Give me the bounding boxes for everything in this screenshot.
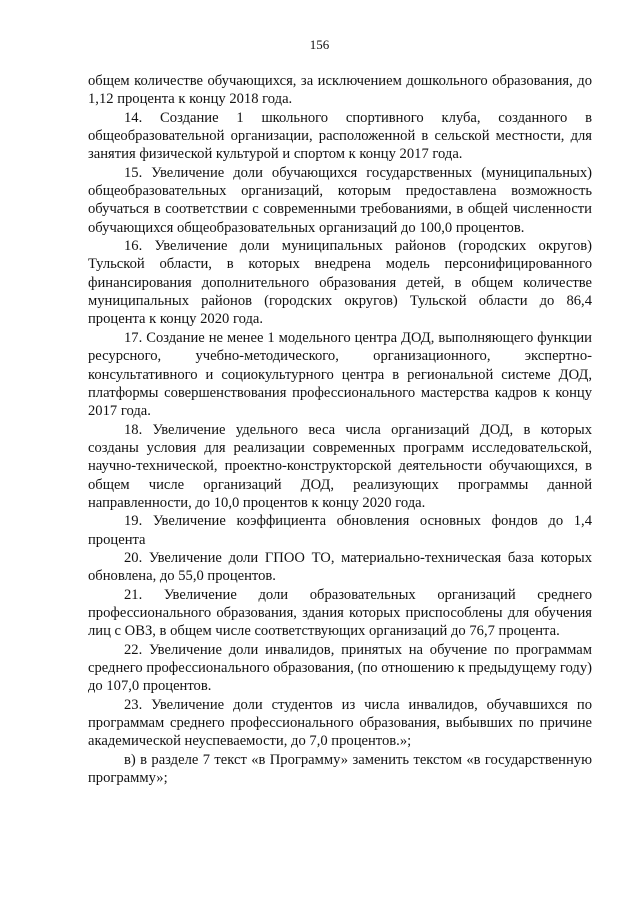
- document-body: [88, 72, 592, 787]
- paragraph-item-15: 15. Увеличение доли обучающихся государственных (муниципальных) общеобразовательных организаций, которым предоставлена возможность обучаться в соответствии с современными требованиями, в общей численности обучающихся общеобразовательных организаций до 100,0 процентов.: [88, 164, 592, 236]
- paragraph-item-18: 18. Увеличение удельного веса числа организаций ДОД, в которых созданы условия для реализации современных программ исследовательской, научно-технической, проектно-конструкторской деятельности обучающихся, в общем числе организаций ДОД, реализующих программы данной направленности, до 10,0 процентов к концу 2020 года.: [88, 421, 592, 511]
- paragraph-item-20: 20. Увеличение доли ГПОО ТО, материально-техническая база которых обновлена, до 55,0 процентов.: [88, 549, 592, 585]
- paragraph-item-21: 21. Увеличение доли образовательных организаций среднего профессионального образования, здания которых приспособлены для обучения лиц с ОВЗ, в общем числе соответствующих организаций до 76,7 процента.: [88, 586, 592, 640]
- paragraph-item-17: 17. Создание не менее 1 модельного центра ДОД, выполняющего функции ресурсного, учебно-методического, организационного, экспертно-консультативного и социокультурного центра в региональной системе ДОД, платформы совершенствования профессионального мастерства кадров к концу 2017 года.: [88, 329, 592, 420]
- paragraph-item-14: 14. Создание 1 школьного спортивного клуба, созданного в общеобразовательной организации, расположенной в сельской местности, для занятия физической культурой и спортом к концу 2017 года.: [88, 109, 592, 163]
- paragraph-item-19: 19. Увеличение коэффициента обновления основных фондов до 1,4 процента: [88, 513, 592, 548]
- paragraph-item-22: 22. Увеличение доли инвалидов, принятых на обучение по программам среднего профессионального образования, (по отношению к предыдущему году) до 107,0 процентов.: [88, 641, 592, 695]
- paragraph-amendment-v: в) в разделе 7 текст «в Программу» заменить текстом «в государственную программу»;: [88, 751, 592, 787]
- paragraph-item-16: 16. Увеличение доли муниципальных районов (городских округов) Тульской области, в которых внедрена модель персонифицированного финансирования дополнительного образования детей, в общем количестве муниципальных районов (городских округов) Тульской области до 86,4 процента к концу 2020 года.: [88, 238, 592, 328]
- page-number: 156: [309, 37, 330, 52]
- paragraph-item-23: 23. Увеличение доли студентов из числа инвалидов, обучавшихся по программам среднего профессионального образования, выбывших по причине академической неуспеваемости, до 7,0 процентов.»;: [88, 696, 592, 750]
- paragraph-continuation: общем количестве обучающихся, за исключением дошкольного образования, до 1,12 процента к концу 2018 года.: [88, 73, 592, 108]
